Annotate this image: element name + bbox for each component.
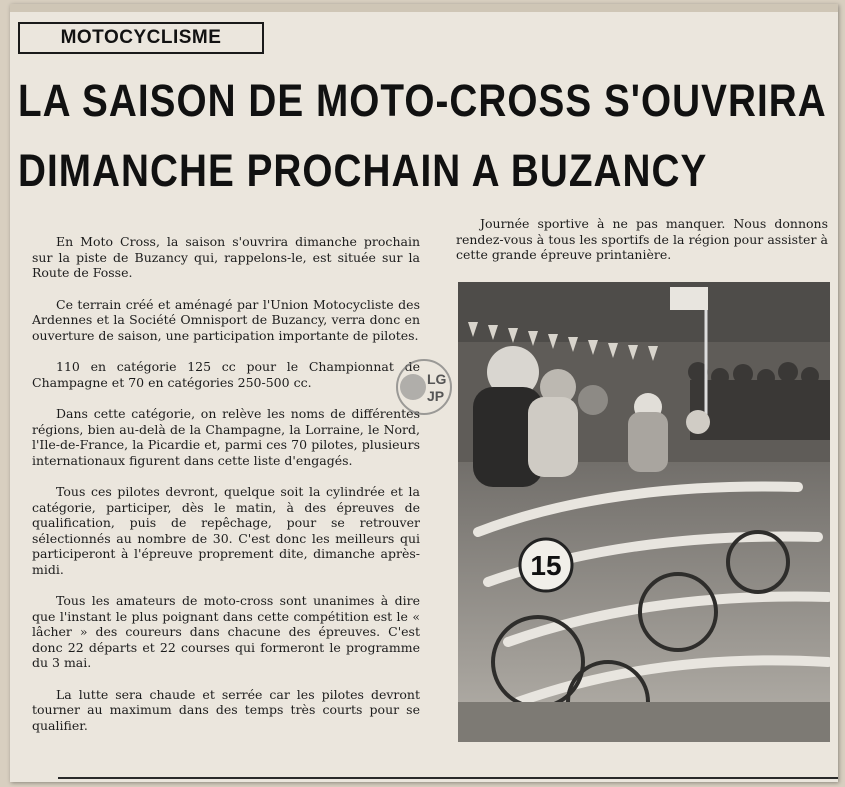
paragraph: La lutte sera chaude et serrée car les pilotes devront tourner au maximum dans des temps très courts pour se qualifier. [32,686,420,733]
paragraph: Journée sportive à ne pas manquer. Nous donnons rendez-vous à tous les sportifs de la région pour assister à cette grande épreuve printanière. [456,216,828,262]
paragraph: 110 en catégorie 125 cc pour le Championnat de Champagne et 70 en catégories 250-500 cc. [32,359,420,390]
paragraph: Dans cette catégorie, on relève les noms de différentes régions, bien au-delà de la Champagne, la Lorraine, le Nord, l'Ile-de-France, la Picardie et, parmi ces 70 pilotes, plusieurs internationaux figurent dans cette liste d'engagés. [32,406,420,468]
race-start-photo [458,282,830,742]
headline-line-2: DIMANCHE PROCHAIN A BUZANCY [18,145,708,196]
paragraph: Ce terrain créé et aménagé par l'Union Motocycliste des Ardennes et la Société Omnisport de Buzancy, verra donc en ouverture de saison, une participation importante de pilotes. [32,296,420,343]
paragraph: Tous les amateurs de moto-cross sont unanimes à dire que l'instant le plus poignant dans cette compétition est le « lâcher » des coureurs dans chacune des épreuves. C'est donc 22 départs et 22 courses qui formeront le programme du 3 mai. [32,593,420,670]
newspaper-clipping [10,4,838,782]
left-column [32,234,420,749]
watermark-logo [393,356,455,418]
bottom-rule [58,777,838,779]
top-edge-strip [10,4,838,12]
paragraph: Tous ces pilotes devront, quelque soit la cylindrée et la catégorie, participer, dès le matin, à des épreuves de qualification, puis de repêchage, pour se retrouver sélectionnés au nombre de 30. C'est donc les meilleurs qui participeront à l'épreuve proprement dite, dimanche après-midi. [32,484,420,577]
photo-illustration [458,282,830,742]
bib-number: 15 [530,550,562,581]
watermark-line-2: JP [427,388,445,404]
article-headline [18,66,827,206]
watermark-line-1: LG [427,371,447,387]
section-rubric: MOTOCYCLISME [18,22,264,54]
headline-line-1: LA SAISON DE MOTO-CROSS S'OUVRIRA [18,75,827,126]
paragraph: En Moto Cross, la saison s'ouvrira dimanche prochain sur la piste de Buzancy qui, rappelons-le, est située sur la Route de Fosse. [32,234,420,280]
right-column [456,216,828,263]
watermark-face-icon [400,374,426,400]
